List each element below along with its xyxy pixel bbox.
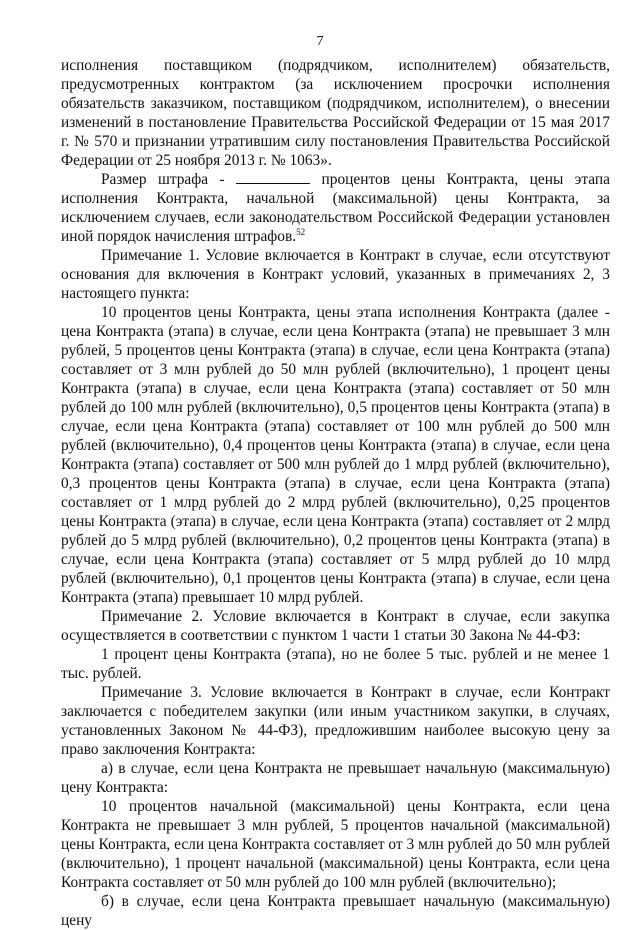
footnote-ref[interactable]: 52 (296, 226, 306, 237)
note-3-case-b: б) в случае, если цена Контракта превышает начальную (максимальную) цену (61, 893, 610, 929)
note-1: Примечание 1. Условие включается в Контракт в случае, если отсутствуют основания для включения в Контракт условий, указанных в примечаниях 2, 3 настоящего пункта: (61, 247, 610, 302)
note-3-case-a: а) в случае, если цена Контракта не превышает начальную (максимальную) цену Контракта: (61, 760, 610, 796)
fine-size-text: процентов цены Контракта, цены этапа исполнения Контракта, начальной (максимальной) цены Контракта, за исключением случаев, если законодательством Российской Федерации установлен иной порядок начисления штрафов. (61, 171, 610, 245)
paragraph-continuation: исполнения поставщиком (подрядчиком, исполнителем) обязательств, предусмотренных контрактом (за исключением просрочки исполнения обязательств заказчиком, поставщиком (подрядчиком, исполнителем), о внесении изменений в постановление Правительства Российской Федерации от 15 мая 2017 г. № 570 и признании утратившим силу постановления Правительства Российской Федерации от 25 ноября 2013 г. № 1063». (61, 57, 610, 169)
note-2-rate: 1 процент цены Контракта (этапа), но не более 5 тыс. рублей и не менее 1 тыс. рублей. (61, 646, 610, 682)
fine-percent-blank (236, 171, 310, 184)
page-number: 7 (316, 34, 324, 49)
fine-size-prefix: Размер штрафа - (101, 171, 225, 188)
document-body (61, 56, 610, 930)
note-3-case-a-rates: 10 процентов начальной (максимальной) цены Контракта, если цена Контракта не превышает 3 млн рублей, 5 процентов начальной (максимальной) цены Контракта, если цена Контракта составляет от 3 млн рублей до 50 млн рублей (включительно), 1 процент начальной (максимальной) цены Контракта, если цена Контракта составляет от 50 млн рублей до 100 млн рублей (включительно); (61, 798, 610, 891)
note-1-rates: 10 процентов цены Контракта, цены этапа исполнения Контракта (далее - цена Контракта (этапа) в случае, если цена Контракта (этапа) не превышает 3 млн рублей, 5 процентов цены Контракта (этапа) в случае, если цена Контракта (этапа) составляет от 3 млн рублей до 50 млн рублей (включительно), 1 процент цены Контракта (этапа) в случае, если цена Контракта (этапа) составляет от 50 млн рублей до 100 млн рублей (включительно), 0,5 процентов цены Контракта (этапа) в случае, если цена Контракта (этапа) составляет от 100 млн рублей до 500 млн рублей (включительно), 0,4 процентов цены Контракта (этапа) в случае, если цена Контракта (этапа) составляет от 500 млн рублей до 1 млрд рублей (включительно), 0,3 процентов цены Контракта (этапа) в случае, если цена Контракта (этапа) составляет от 1 млрд рублей до 2 млрд рублей (включительно), 0,25 процентов цены Контракта (этапа) в случае, если цена Контракта (этапа) составляет от 2 млрд рублей до 5 млрд рублей (включительно), 0,2 процентов цены Контракта (этапа) в случае, если цена Контракта (этапа) составляет от 5 млрд рублей до 10 млрд рублей (включительно), 0,1 процентов цены Контракта (этапа) в случае, если цена Контракта (этапа) превышает 10 млрд рублей. (61, 304, 610, 606)
paragraph-fine-size (61, 170, 610, 246)
note-3: Примечание 3. Условие включается в Контракт в случае, если Контракт заключается с победителем закупки (или иным участником закупки, в случаях, установленных Законом № 44-ФЗ), предложившим наиболее высокую цену за право заключения Контракта: (61, 684, 610, 758)
note-2: Примечание 2. Условие включается в Контракт в случае, если закупка осуществляется в соответствии с пунктом 1 части 1 статьи 30 Закона № 44-ФЗ: (61, 608, 610, 644)
